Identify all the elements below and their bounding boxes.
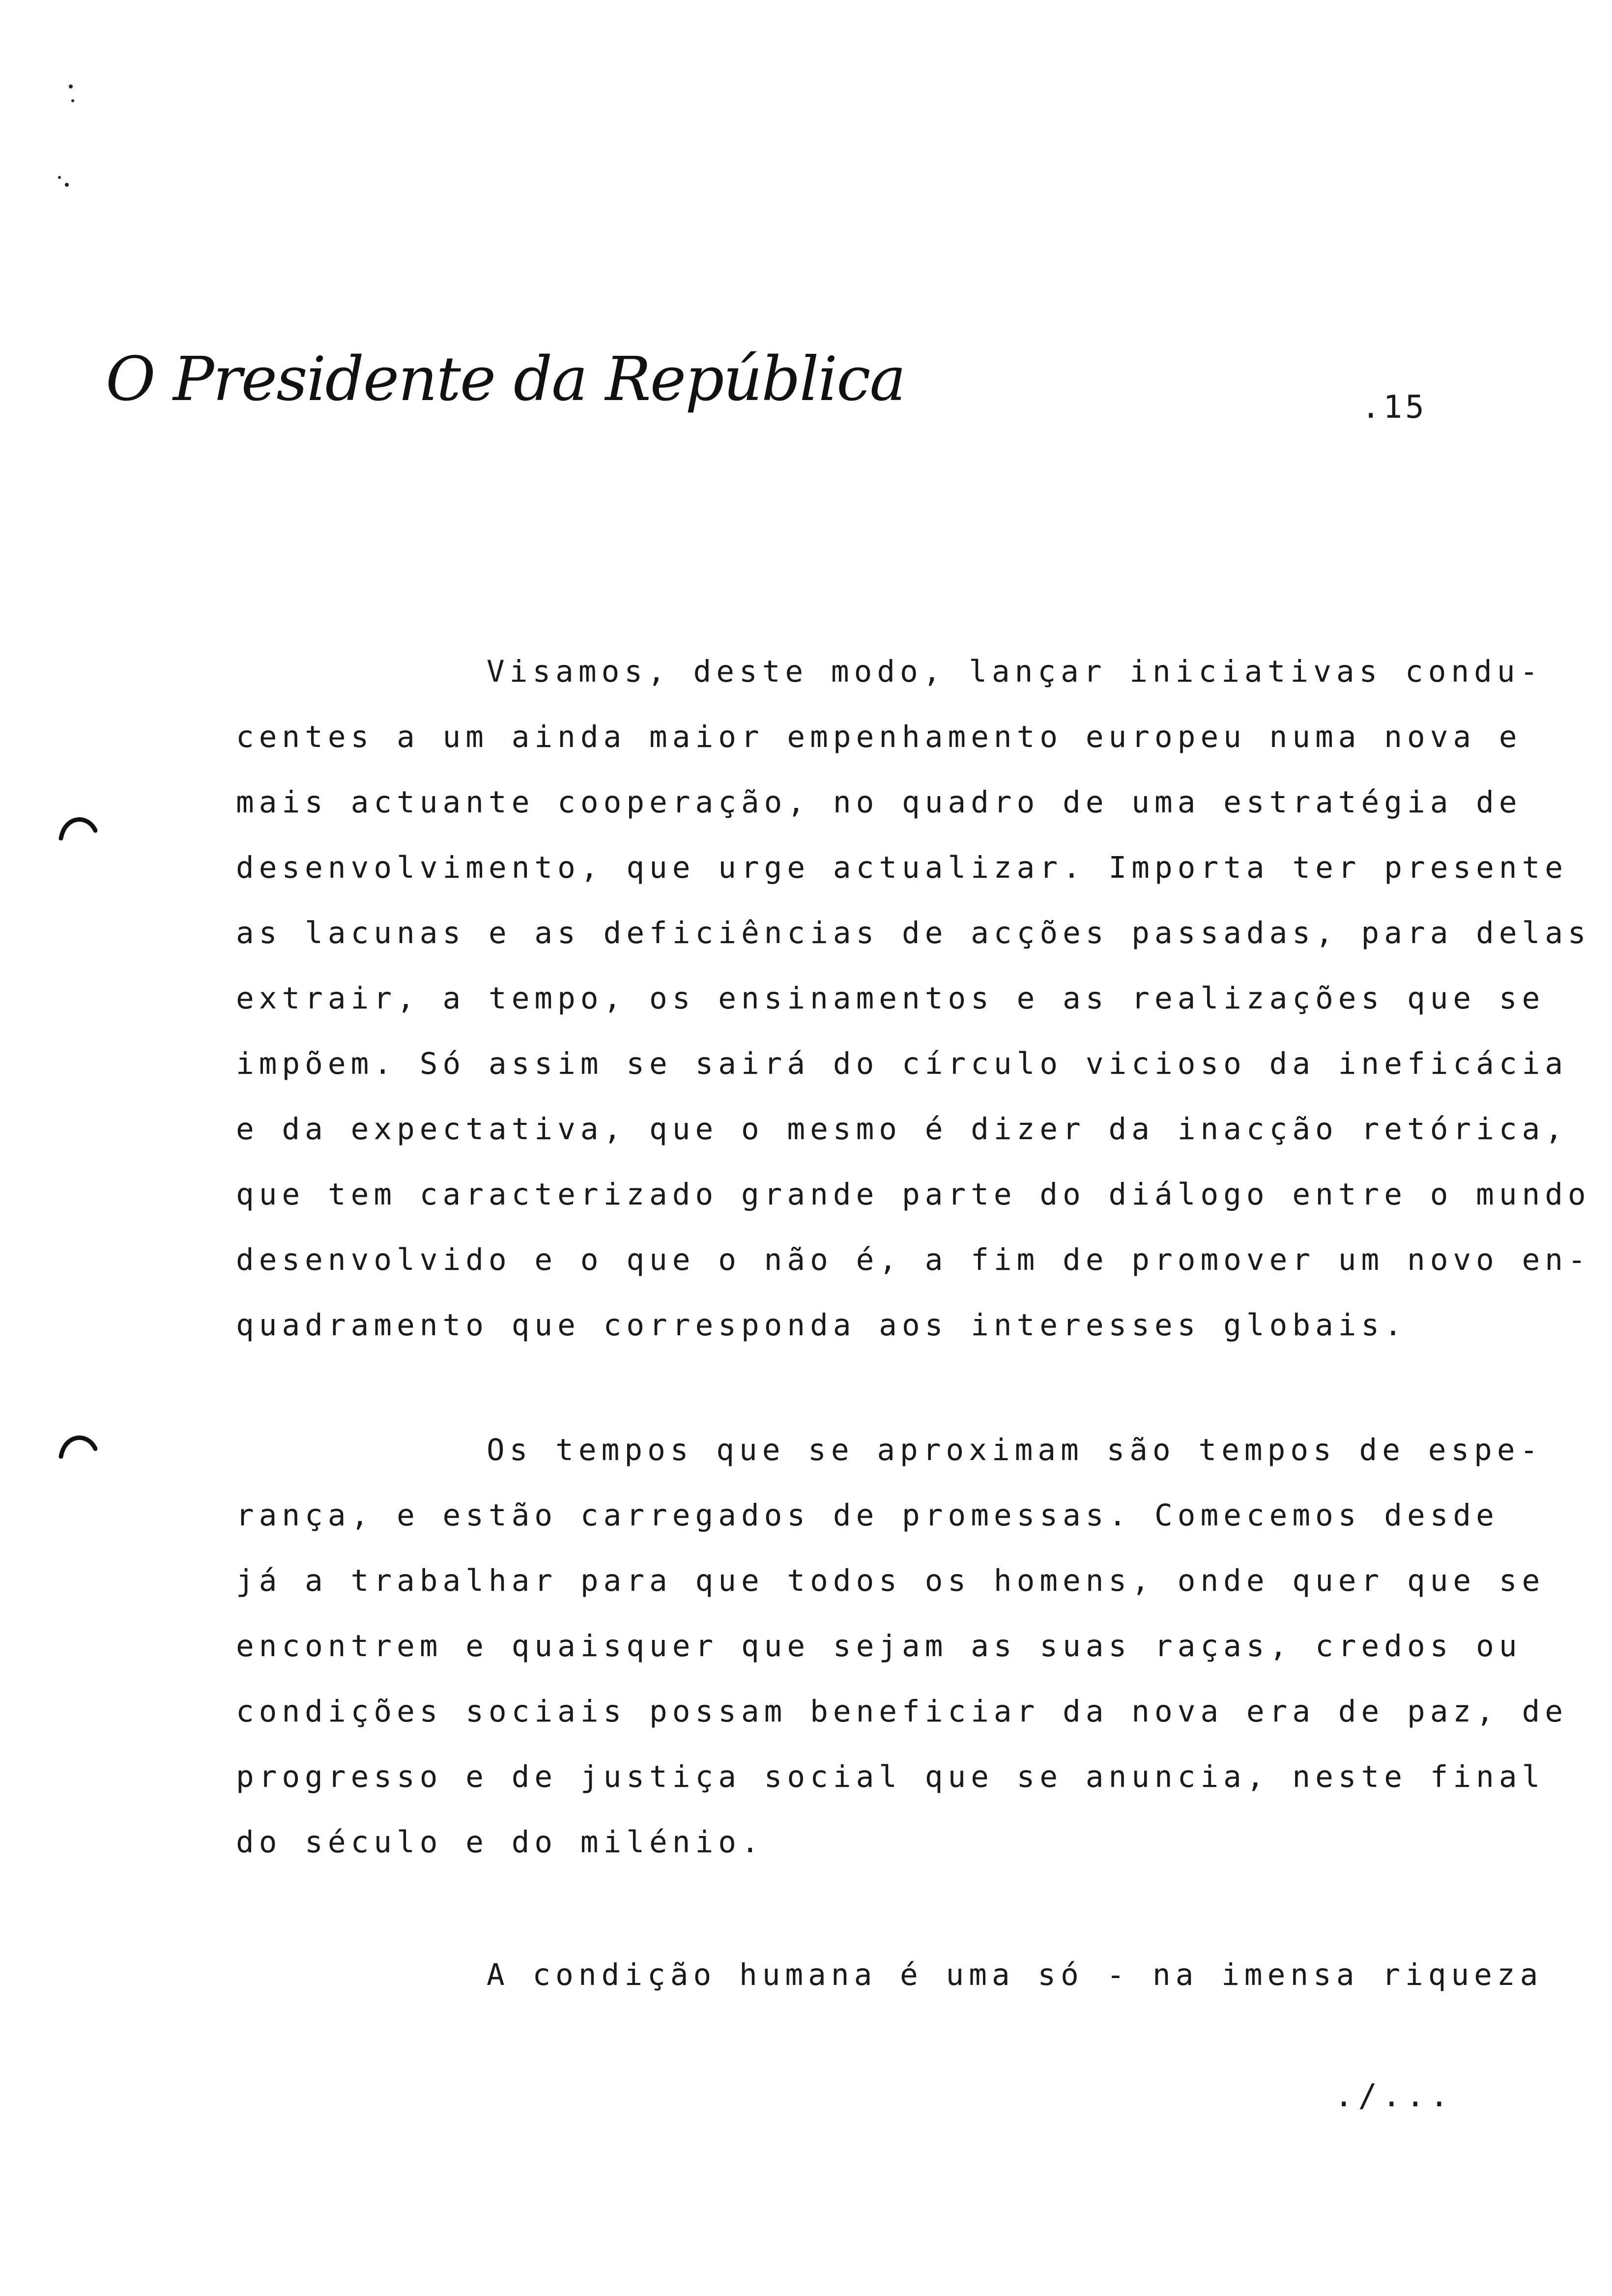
text-line: centes a um ainda maior empenhamento europeu numa nova e: [236, 719, 1522, 754]
text-line: A condição humana é uma só - na imensa riqueza: [487, 1957, 1543, 1992]
margin-speck: [58, 176, 61, 179]
letterhead: O Presidente da República: [106, 344, 905, 415]
text-line: progresso e de justiça social que se anuncia, neste final: [236, 1759, 1545, 1794]
text-line: que tem caracterizado grande parte do diálogo entre o mundo: [236, 1177, 1591, 1212]
text-line: as lacunas e as deficiências de acções passadas, para delas: [236, 916, 1591, 950]
margin-speck: [71, 99, 74, 102]
text-line: já a trabalhar para que todos os homens, onde quer que se: [236, 1563, 1545, 1598]
page-number: .15: [1361, 389, 1427, 426]
text-line: desenvolvido e o que o não é, a fim de promover um novo en-: [236, 1242, 1591, 1277]
text-line: Os tempos que se aproximam são tempos de espe-: [487, 1433, 1543, 1467]
punch-hole-mark: [58, 811, 97, 840]
punch-hole-mark: [58, 1429, 97, 1459]
margin-speck: [69, 85, 73, 88]
text-line: encontrem e quaisquer que sejam as suas raças, credos ou: [236, 1629, 1522, 1664]
continuation-mark: ./...: [1334, 2078, 1454, 2114]
paragraph-3: [236, 1942, 1543, 2008]
text-line: extrair, a tempo, os ensinamentos e as realizações que se: [236, 981, 1545, 1016]
paragraph-2: [236, 1417, 1568, 1875]
text-line: impõem. Só assim se sairá do círculo vicioso da ineficácia: [236, 1046, 1568, 1081]
text-line: desenvolvimento, que urge actualizar. Importa ter presente: [236, 850, 1568, 885]
paragraph-1: [236, 639, 1591, 1358]
margin-speck: [65, 183, 69, 187]
text-line: Visamos, deste modo, lançar iniciativas condu-: [487, 654, 1543, 689]
text-line: e da expectativa, que o mesmo é dizer da inacção retórica,: [236, 1112, 1568, 1147]
text-line: rança, e estão carregados de promessas. Comecemos desde: [236, 1498, 1499, 1533]
text-line: quadramento que corresponda aos interesses globais.: [236, 1308, 1407, 1343]
text-line: do século e do milénio.: [236, 1825, 764, 1860]
text-line: mais actuante cooperação, no quadro de uma estratégia de: [236, 785, 1522, 820]
text-line: condições sociais possam beneficiar da nova era de paz, de: [236, 1694, 1568, 1729]
